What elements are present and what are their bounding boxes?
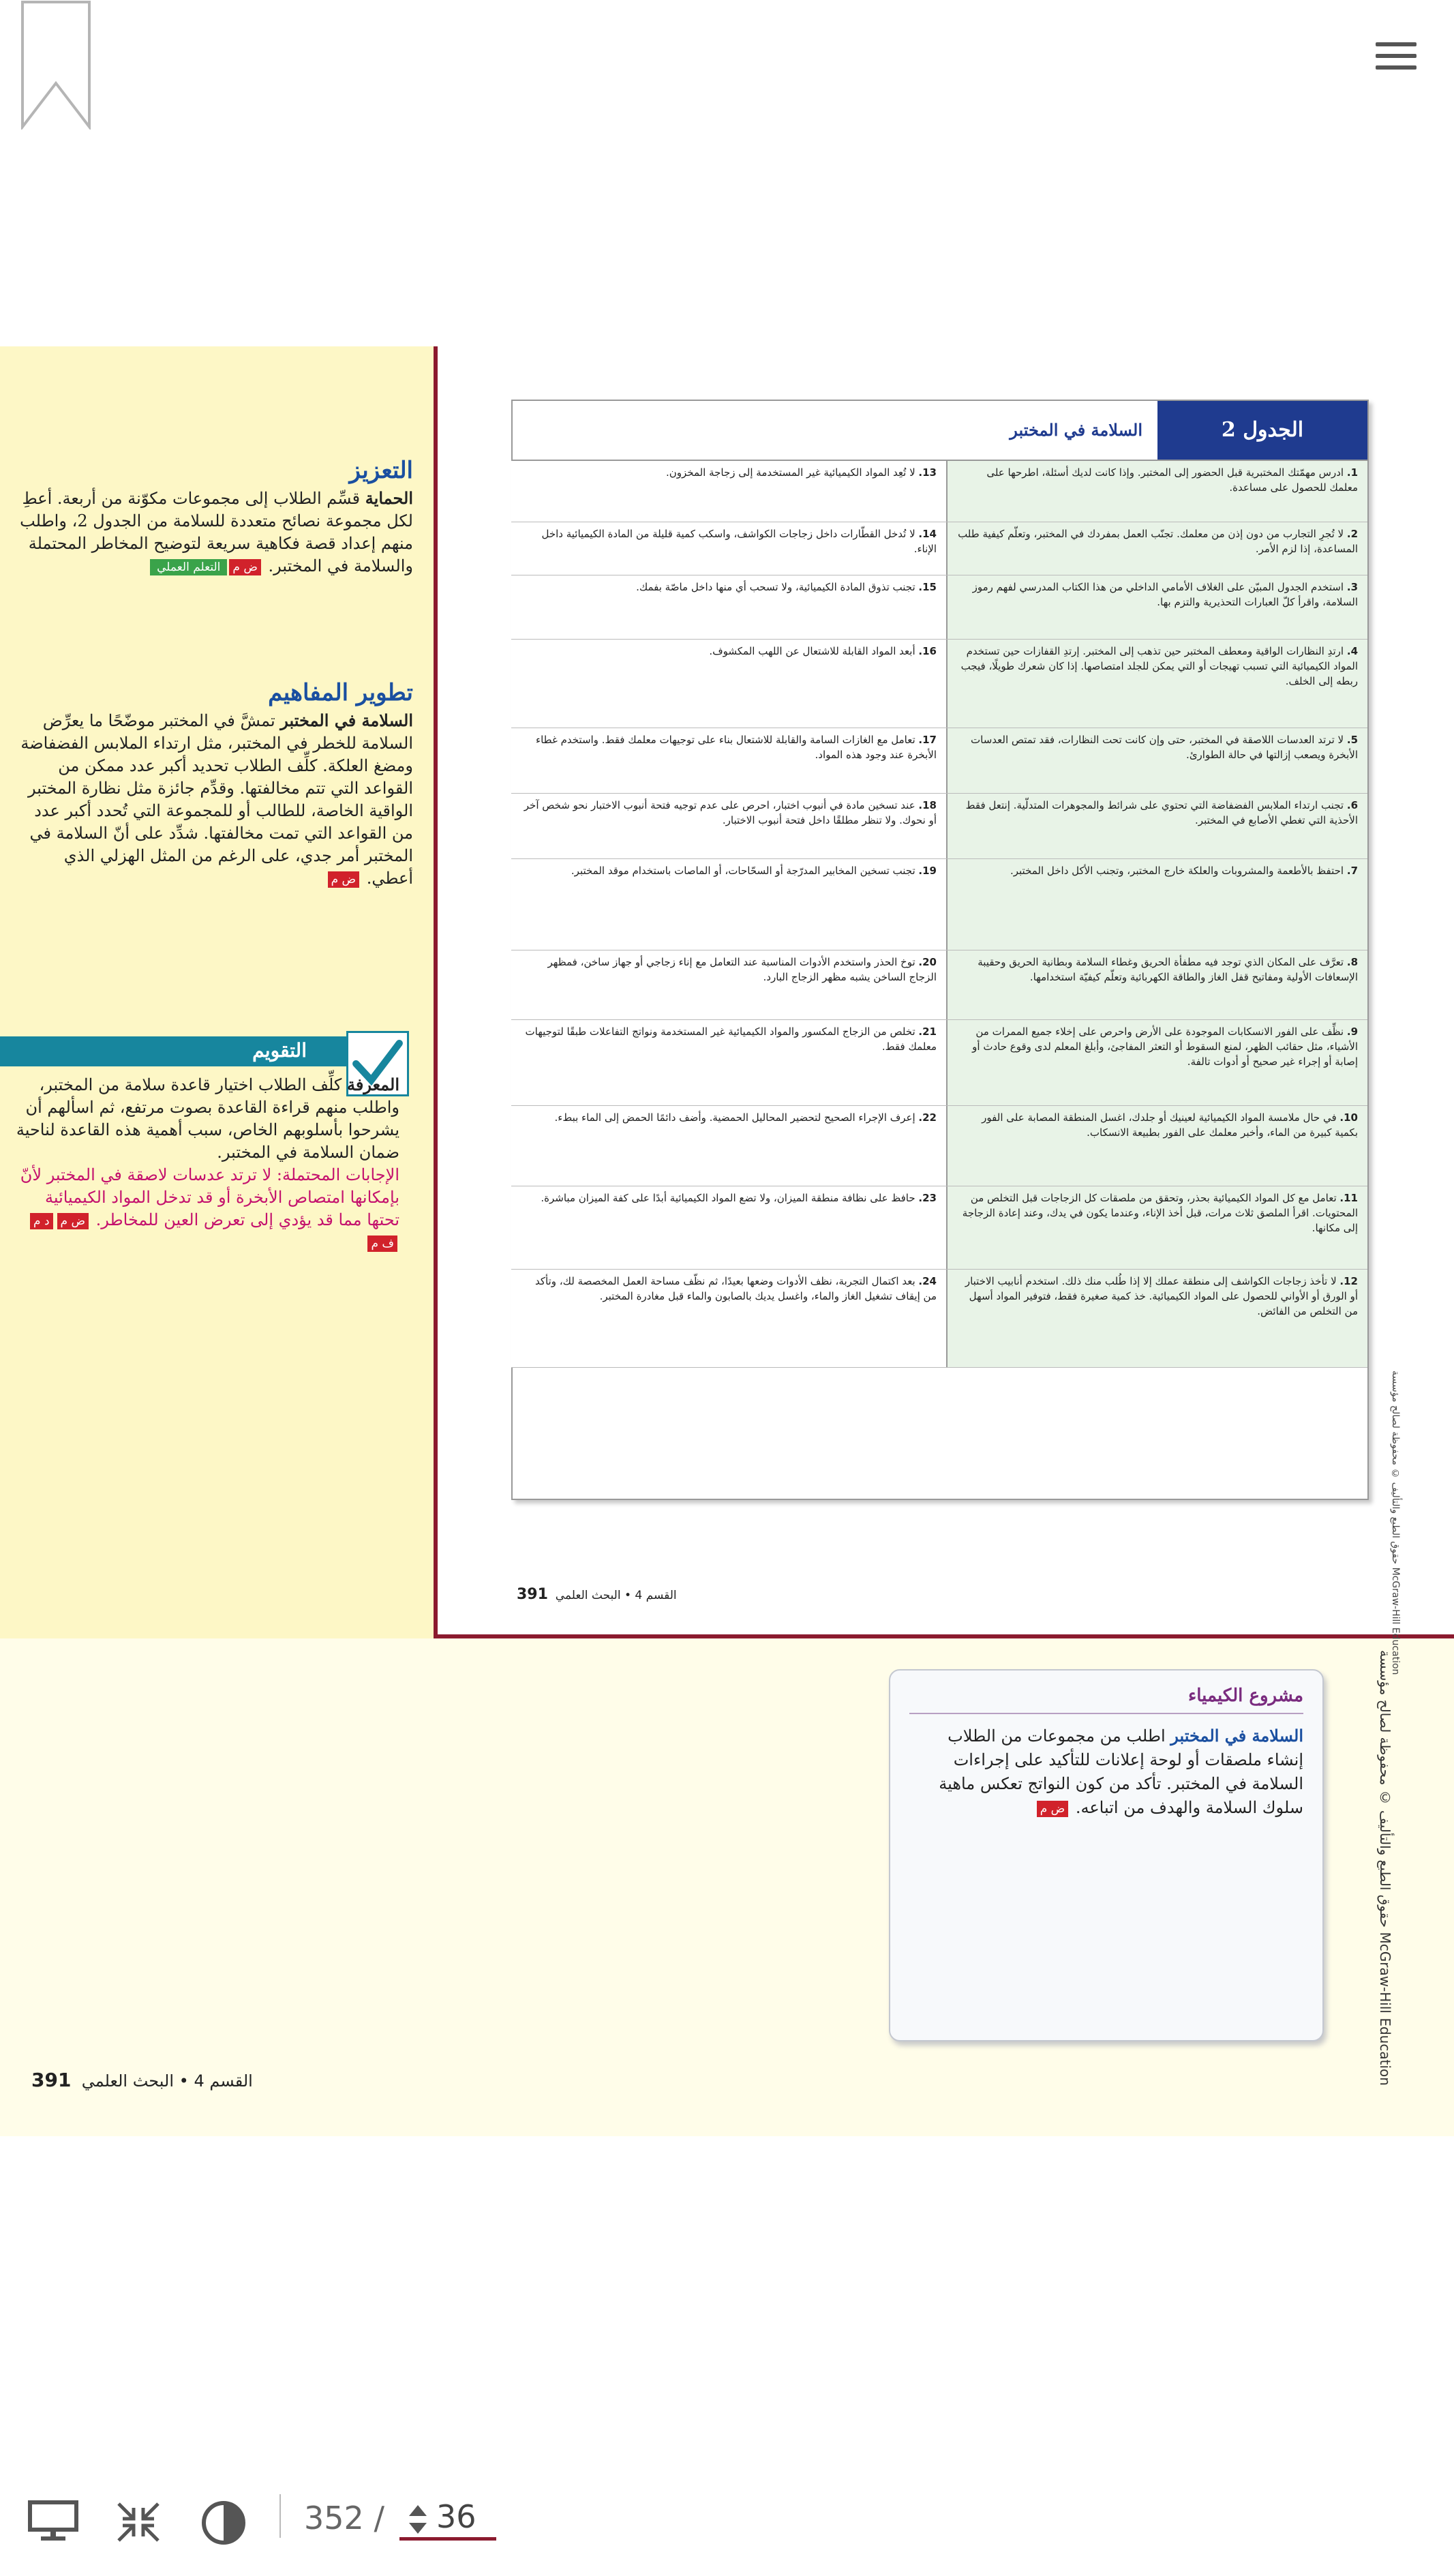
- project-heading: مشروع الكيمياء: [909, 1686, 1303, 1714]
- rule-cell: 4. ارتدِ النظارات الواقية ومعطف المختبر حين تذهب إلى المختبر. إرتدِ القفازات حين تستخدم المواد الكيميائية التي تسبب تهيجات أو التي يمكن للجلد امتصاصها. إذا كان شعرك طويلًا، فيجب ربطه إلى الخلف.: [946, 640, 1367, 728]
- rule-cell: 11. تعامل مع كل المواد الكيميائية بحذر، وتحقق من ملصقات كل الزجاجات قبل التخلص من المحتويات. اقرأ الملصق ثلاث مرات، قبل أخذ الإناء، وعندما يكون في يدك، وعند إعادة الزجاجة إلى مكانها.: [946, 1186, 1367, 1269]
- page-footer-outer: القسم 4 • البحث العلمي 391: [31, 2069, 253, 2091]
- rule-cell: 10. في حال ملامسة المواد الكيميائية لعينيك أو جلدك، اغسل المنطقة المصابة على الفور بكمية كبيرة من الماء، وأخبر معلمك على الفور بطبيعة الانسكاب.: [946, 1106, 1367, 1186]
- rule-cell: 19. تجنب تسخين المخابير المدرّجة أو السحّاحات، أو الماصات باستخدام موقد المختبر.: [511, 859, 946, 950]
- table-row: [511, 950, 1367, 1020]
- viewer-toolbar: [0, 2455, 1454, 2576]
- copyright-credit: حقوق الطبع والتأليف © محفوظة لصالح مؤسسة McGraw-Hill Education: [1390, 1371, 1401, 1675]
- table-row: [511, 575, 1367, 640]
- rule-cell: 21. تخلص من الزجاج المكسور والمواد الكيميائية غير المستخدمة ونواتج التفاعلات طبقًا لتوجيهات معلمك فقط.: [511, 1020, 946, 1105]
- rule-cell: 12. لا تأخذ زجاجات الكواشف إلى منطقة عملك إلا إذا طُلب منك ذلك. استخدم أنابيب الاختبار أو الورق أو الأواني للحصول على المواد الكيميائية. خذ كمية صغيرة فقط، فتوفير المواد أسهل من التخلص من الفائض.: [946, 1270, 1367, 1367]
- toolbar-divider: [279, 2494, 281, 2538]
- rule-cell: 17. تعامل مع الغازات السامة والقابلة للاشتعال بناء على توجيهات معلمك فقط. واستخدم غطاء الأبخرة عند وجود هذه المواد.: [511, 728, 946, 793]
- rule-cell: 22. إعرف الإجراء الصحيح لتحضير المحاليل الحمضية. وأضف دائمًا الحمض إلى الماء ببطء.: [511, 1106, 946, 1186]
- reinforce-section: [14, 457, 413, 578]
- rule-cell: 20. توخ الحذر واستخدم الأدوات المناسبة عند التعامل مع إناء زجاجي أو جهاز ساخن، فمظهر الزجاج الساخن يشبه مظهر الزجاج البارد.: [511, 950, 946, 1019]
- table-row: [511, 1020, 1367, 1106]
- table-rows: [511, 461, 1367, 1368]
- assessment-heading: التقويم: [252, 1039, 307, 1062]
- rule-cell: 8. تعرَّف على المكان الذي توجد فيه مطفأة الحريق وغطاء السلامة وبطانية الحريق وحقيبة الإسعافات الأولية ومفاتيح قفل الغاز والطاقة الكهربائية وتعلّم كيفيّة استخدامها.: [946, 950, 1367, 1019]
- assessment-body: المعرفة كلِّف الطلاب اختيار قاعدة سلامة من المختبر، واطلب منهم قراءة القاعدة بصوت مرتفع، ثم اسألهم أن يشرحوا بأسلوبهم الخاص، سبب أهمية هذه القاعدة لناحية ضمان السلامة في المختبر.: [16, 1075, 399, 1162]
- table-row: [511, 522, 1367, 575]
- rule-cell: 9. نظِّف على الفور الانسكابات الموجودة على الأرض واحرص على إخلاء جميع الممرات من الأشياء، مثل حقائب الظهر، لمنع السقوط أو التعثر المفاجئ، وأبلغ المعلم لدى وقوع حادث أو إصابة أو إجراء غير صحيح أو أدوات تالفة.: [946, 1020, 1367, 1105]
- reinforce-body: الحماية قسِّم الطلاب إلى مجموعات مكوّنة من أربعة. أعطِ لكل مجموعة نصائح متعددة للسلامة من الجدول 2، واطلب منهم إعداد قصة فكاهية سريعة لتوضيح المخاطر المحتملة والسلامة في المختبر. ض مالتعلم العملي: [20, 488, 413, 575]
- page-counter: 352 /: [304, 2500, 384, 2536]
- rule-cell: 14. لا تُدخل القطّارات داخل زجاجات الكواشف، واسكب كمية قليلة من المادة الكيميائية داخل الإناء.: [511, 522, 946, 575]
- table-row: [511, 859, 1367, 950]
- rule-cell: 3. استخدم الجدول المبيّن على الغلاف الأمامي الداخلي من هذا الكتاب المدرسي لفهم رموز السلامة، واقرأ كلّ العبارات التحذيرية والتزم بها.: [946, 575, 1367, 639]
- bookmark-icon[interactable]: [20, 0, 91, 130]
- rule-cell: 23. حافظ على نظافة منطقة الميزان، ولا تضع المواد الكيميائية أبدًا على كفة الميزان مباشرة.: [511, 1186, 946, 1269]
- table-row: [511, 728, 1367, 794]
- concepts-body: السلامة في المختبر تمشَّ في المختبر موضّحًا ما يعرِّض السلامة للخطر في المختبر، مثل ارتداء الملابس الفضفاضة ومضغ العلكة. كلِّف الطلاب تحديد أكبر عدد ممكن من القواعد التي تتم مخالفتها. وقدِّم جائزة مثل نظارة المختبر الواقية الخاصة، للطالب أو للمجموعة التي تُحدد أكبر عدد من القواعد التي تمت مخالفتها. شدِّد على أنّ السلامة في المختبر أمر جدي، على الرغم من المثل الهزلي الذي أعطي. ض م: [20, 710, 413, 888]
- teacher-notes-column: [0, 346, 434, 1638]
- table-row: [511, 1106, 1367, 1186]
- hamburger-menu-icon[interactable]: [1376, 42, 1417, 76]
- assessment-section: [14, 1073, 399, 1254]
- reinforce-heading: التعزيز: [349, 457, 413, 484]
- table-row: [511, 1270, 1367, 1368]
- concepts-heading: تطوير المفاهيم: [268, 679, 413, 706]
- rule-cell: 5. لا ترتد العدسات اللاصقة في المختبر، حتى وإن كانت تحت النظارات، فقد تمتص العدسات الأبخرة ويصعب إزالتها في حالة الطوارئ.: [946, 728, 1367, 793]
- project-body: السلامة في المختبر اطلب من مجموعات من الطلاب إنشاء ملصقات أو لوحة إعلانات للتأكيد على إجراءات السلامة في المختبر. تأكد من كون النواتج تعكس ماهية سلوك السلامة والهدف من اتباعه. ض م: [939, 1726, 1303, 1817]
- hands-on-badge: التعلم العملي: [150, 559, 227, 575]
- table-row: [511, 640, 1367, 728]
- page-footer-book: القسم 4 • البحث العلمي 391: [517, 1586, 677, 1603]
- rule-cell: 18. عند تسخين مادة في أنبوب اختبار، احرص على عدم توجيه فتحة أنبوب الاختبار نحو شخص آخر أو نحوك. ولا تنظر مطلقًا داخل فتحة أنبوب الاختبار.: [511, 794, 946, 858]
- rule-cell: 24. بعد اكتمال التجربة، نظف الأدوات وضعها بعيدًا، ثم نظّف مساحة العمل المخصصة لك، وتأكد من إيقاف تشغيل الغاز والماء، واغسل يديك بالصابون والماء قبل مغادرة المختبر.: [511, 1270, 946, 1367]
- up-down-stepper-icon[interactable]: [406, 2501, 429, 2538]
- rule-cell: 16. أبعد المواد القابلة للاشتعال عن اللهب المكشوف.: [511, 640, 946, 728]
- level-badge: ض م: [229, 559, 260, 575]
- rule-cell: 7. احتفظ بالأطعمة والمشروبات والعلكة خارج المختبر، وتجنب الأكل داخل المختبر.: [946, 859, 1367, 950]
- monitor-icon[interactable]: [27, 2500, 79, 2543]
- assessment-header-bar: [0, 1036, 386, 1066]
- level-badge: ض م: [328, 871, 359, 888]
- chemistry-project-box: [889, 1669, 1324, 2041]
- table-subtitle: السلامة في المختبر: [1010, 420, 1142, 440]
- copyright-credit: حقوق الطبع والتأليف © محفوظة لصالح مؤسسة McGraw-Hill Education: [1377, 1650, 1393, 2086]
- rule-cell: 2. لا تُجرِ التجارب من دون إذن من معلمك. تجنّب العمل بمفردك في المختبر، وتعلّم كيفية طلب المساعدة، إذا لزم الأمر.: [946, 522, 1367, 575]
- concepts-section: [14, 679, 413, 890]
- table-header: [511, 401, 1367, 461]
- table-row: [511, 1186, 1367, 1270]
- rule-cell: 15. تجنب تذوق المادة الكيميائية، ولا تسحب أي منها داخل ماصّة بفمك.: [511, 575, 946, 639]
- table-row: [511, 461, 1367, 522]
- table-row: [511, 794, 1367, 859]
- rule-cell: 6. تجنب ارتداء الملابس الفضفاضة التي تحتوي على شرائط والمجوهرات المتدلّية. إنتعل فقط الأحذية التي تغطي الأصابع في المختبر.: [946, 794, 1367, 858]
- rule-cell: 1. ادرس مهمّتك المختبرية قبل الحضور إلى المختبر. وإذا كانت لديك أسئلة، اطرحها على معلمك للحصول على مساعدة.: [946, 461, 1367, 522]
- table-title: الجدول 2: [1157, 401, 1367, 460]
- safety-table: [511, 400, 1369, 1500]
- rule-cell: 13. لا تُعِد المواد الكيميائية غير المستخدمة إلى زجاجة المخزون.: [511, 461, 946, 522]
- assessment-answer: الإجابات المحتملة: لا ترتد عدسات لاصقة في المختبر لأنّ بإمكانها امتصاص الأبخرة أو قد تدخل المواد الكيميائية تحتها مما قد يؤدي إلى تعرض العين للمخاطر. ض مد مف م: [20, 1165, 399, 1250]
- contrast-icon[interactable]: [200, 2500, 247, 2546]
- collapse-arrows-icon[interactable]: [115, 2500, 162, 2545]
